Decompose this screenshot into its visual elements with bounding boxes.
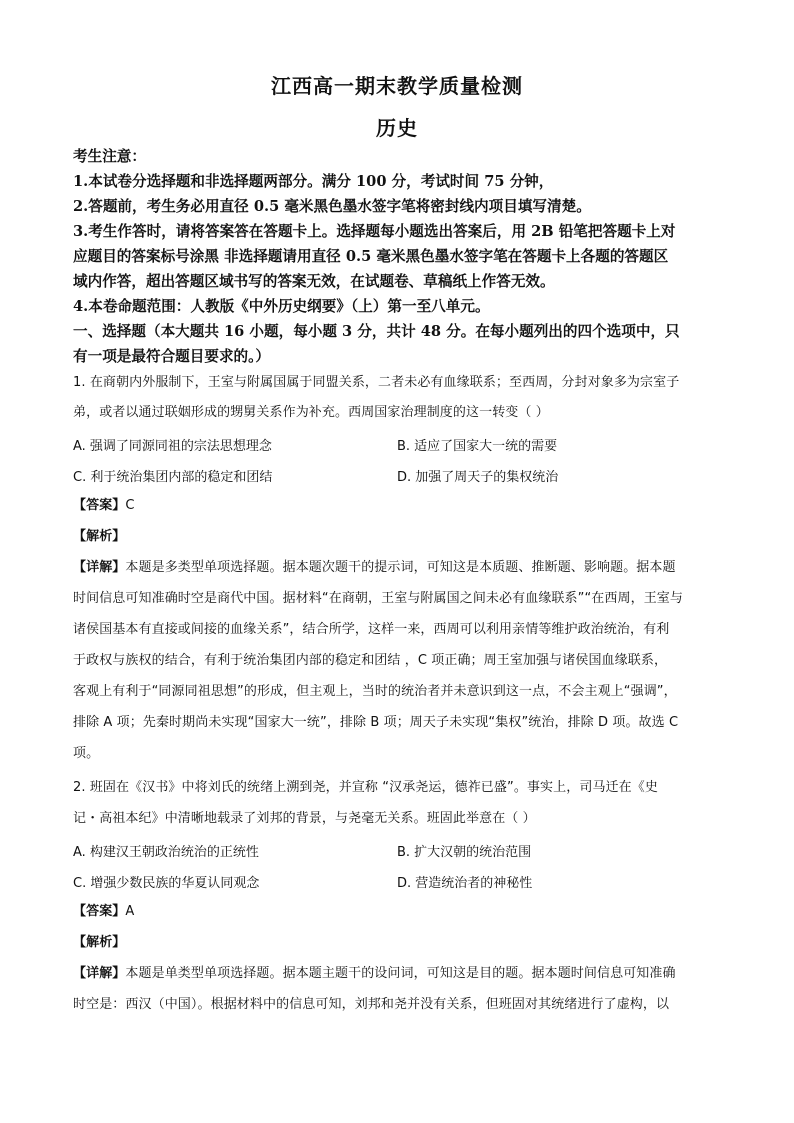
q1-option-a: A. 强调了同源同祖的宗法思想理念 [73, 439, 272, 454]
q1-detail [73, 558, 723, 578]
q1-detail-line: 诸侯国基本有直接或间接的血缘关系”，结合所学，这样一来，西周可以利用亲情等维护政治统治，有利 [73, 622, 670, 637]
section-heading: 一、选择题（本大题共 16 小题，每小题 3 分，共计 48 分。在每小题列出的四个选项中，只 [73, 323, 680, 340]
detail-tag: 【详解】 [73, 560, 126, 575]
q1-detail-line: 客观上有利于“同源同祖思想”的形成，但主观上，当时的统治者并未意识到这一点，不会主观上“强调”， [73, 684, 677, 699]
subject-title: 历史 [376, 116, 418, 140]
notice-line: 域内作答，超出答题区域书写的答案无效，在试题卷、草稿纸上作答无效。 [73, 273, 555, 290]
q2-stem-cont: 记・高祖本纪》中清晰地载录了刘邦的背景，与尧毫无关系。班固此举意在（ ） [73, 811, 536, 826]
notice-line: 应题目的答案标号涂黑 非选择题请用直径 0.5 毫米黑色墨水签字笔在答题卡上各题的答题区 [73, 248, 669, 265]
answer-value: A [125, 904, 135, 919]
detail-tag: 【详解】 [73, 966, 126, 981]
answer-value: C [125, 498, 135, 513]
notice-heading: 考生注意： [73, 148, 146, 165]
q1-detail-line: 于政权与族权的结合，有利于统治集团内部的稳定和团结 ，C 项正确；周王室加强与诸侯国血缘联系， [73, 653, 668, 668]
q2-answer [73, 902, 723, 922]
notice-line: 3.考生作答时，请将答案答在答题卡上。选择题每小题选出答案后，用 2B 铅笔把答题卡上对 [73, 223, 676, 240]
q1-option-d: D. 加强了周天子的集权统治 [397, 470, 559, 485]
q2-detail [73, 964, 723, 984]
q1-detail-line: 时间信息可知准确时空是商代中国。据材料“在商朝，王室与附属国之间未必有血缘联系”“在西周，王室与 [73, 591, 684, 606]
q1-detail-line: 项。 [73, 746, 100, 761]
q1-analysis-tag: 【解析】 [73, 529, 126, 544]
q1-stem-cont: 弟，或者以通过联姻形成的甥舅关系作为补充。西周国家治理制度的这一转变（ ） [73, 405, 549, 420]
q2-analysis-tag: 【解析】 [73, 935, 126, 950]
notice-line: 1.本试卷分选择题和非选择题两部分。满分 100 分，考试时间 75 分钟， [73, 173, 554, 190]
q2-option-a: A. 构建汉王朝政治统治的正统性 [73, 845, 259, 860]
q1-option-b: B. 适应了国家大一统的需要 [397, 439, 558, 454]
section-heading-cont: 有一项是最符合题目要求的。） [73, 348, 271, 365]
q2-detail-line: 时空是：西汉（中国）。根据材料中的信息可知，刘邦和尧并没有关系，但班固对其统绪进行了虚构，以 [73, 997, 670, 1012]
q1-answer [73, 496, 723, 516]
q1-detail-line: 排除 A 项；先秦时期尚未实现“国家大一统”，排除 B 项；周天子未实现“集权”统治，排除 D 项。故选 C [73, 715, 679, 730]
detail-text: 本题是多类型单项选择题。据本题次题干的提示词，可知这是本质题、推断题、影响题。据本题 [125, 560, 676, 575]
answer-tag: 【答案】 [73, 904, 126, 919]
notice-line: 4.本卷命题范围：人教版《中外历史纲要》（上）第一至八单元。 [73, 298, 490, 315]
q1-stem: 1. 在商朝内外服制下，王室与附属国属于同盟关系，二者未必有血缘联系；至西周，分封对象多为宗室子 [73, 375, 680, 390]
detail-text: 本题是单类型单项选择题。据本题主题干的设问词，可知这是目的题。据本题时间信息可知准确 [125, 966, 676, 981]
notice-line: 2.答题前，考生务必用直径 0.5 毫米黑色墨水签字笔将密封线内项目填写清楚。 [73, 198, 591, 215]
q2-option-c: C. 增强少数民族的华夏认同观念 [73, 876, 260, 891]
q1-option-c: C. 利于统治集团内部的稳定和团结 [73, 470, 273, 485]
q2-option-b: B. 扩大汉朝的统治范围 [397, 845, 532, 860]
q2-option-d: D. 营造统治者的神秘性 [397, 876, 533, 891]
answer-tag: 【答案】 [73, 498, 126, 513]
q2-stem: 2. 班固在《汉书》中将刘氏的统绪上溯到尧，并宣称 “汉承尧运，德祚已盛”。事实上，司马迁在《史 [73, 780, 658, 795]
exam-title: 江西高一期末教学质量检测 [271, 74, 523, 98]
